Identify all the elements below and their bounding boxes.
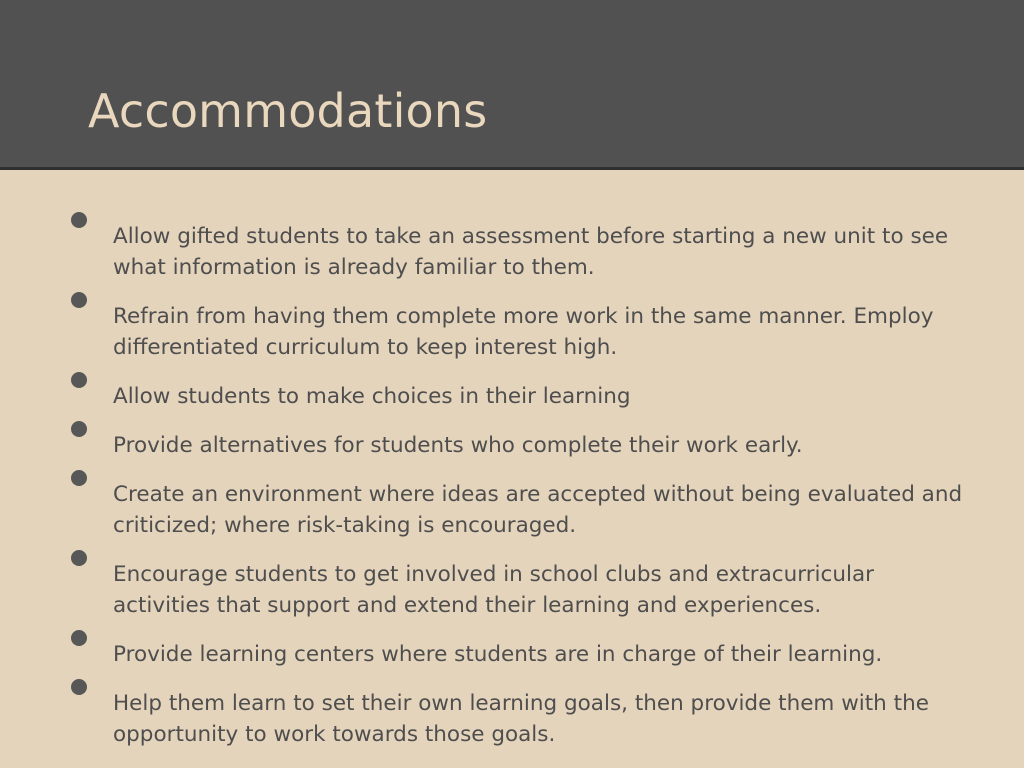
bullet-icon <box>71 630 87 646</box>
bullet-text: Refrain from having them complete more work in the same manner. Employ differentiated curriculum to keep interest high. <box>113 304 934 360</box>
bullet-icon <box>71 421 87 437</box>
list-item <box>68 470 968 541</box>
bullet-icon <box>71 679 87 695</box>
bullet-icon <box>71 292 87 308</box>
bullet-text: Provide learning centers where students are in charge of their learning. <box>113 642 883 667</box>
list-item <box>68 212 968 283</box>
list-item <box>68 550 968 621</box>
bullet-text: Help them learn to set their own learning goals, then provide them with the opportunity to work towards those goals. <box>113 691 929 747</box>
list-item <box>68 421 968 461</box>
bullet-text: Provide alternatives for students who complete their work early. <box>113 433 803 458</box>
bullet-text: Create an environment where ideas are accepted without being evaluated and criticized; where risk-taking is encouraged. <box>113 482 963 538</box>
header-divider <box>0 167 1024 170</box>
list-item <box>68 292 968 363</box>
bullet-list <box>68 212 968 759</box>
list-item <box>68 630 968 670</box>
list-item <box>68 679 968 750</box>
bullet-icon <box>71 372 87 388</box>
bullet-icon <box>71 212 87 228</box>
bullet-text: Encourage students to get involved in school clubs and extracurricular activities that support and extend their learning and experiences. <box>113 562 874 618</box>
list-item <box>68 372 968 412</box>
bullet-text: Allow students to make choices in their learning <box>113 384 631 409</box>
slide-title: Accommodations <box>88 84 488 138</box>
bullet-text: Allow gifted students to take an assessment before starting a new unit to see what information is already familiar to them. <box>113 224 949 280</box>
bullet-icon <box>71 550 87 566</box>
bullet-icon <box>71 470 87 486</box>
